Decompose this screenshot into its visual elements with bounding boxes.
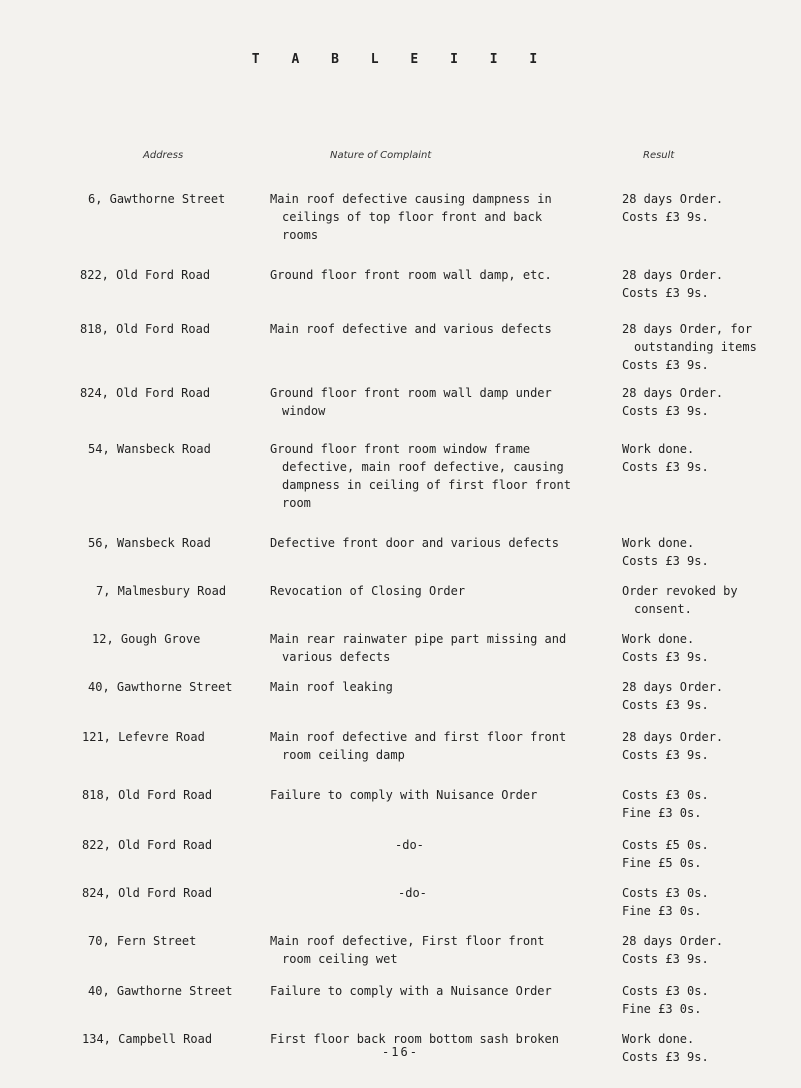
result-cell: 28 days Order. Costs £3 9s.: [622, 730, 724, 762]
address-cell: 824, Old Ford Road: [80, 386, 211, 400]
complaint-cell: Main rear rainwater pipe part missing and various defects: [270, 632, 567, 664]
address-cell: 121, Lefevre Road: [82, 730, 205, 744]
complaint-cell: Ground floor front room wall damp under window: [270, 386, 552, 418]
result-cell: 28 days Order. Costs £3 9s.: [622, 268, 724, 300]
result-cell: Work done. Costs £3 9s.: [622, 1032, 709, 1064]
table-row: [0, 190, 801, 266]
complaints-table: [0, 190, 801, 1078]
complaint-cell: Main roof defective and first floor front room ceiling damp: [270, 730, 567, 762]
complaint-cell: Defective front door and various defects: [270, 536, 559, 550]
complaint-cell: Failure to comply with Nuisance Order: [270, 788, 538, 802]
complaint-cell: Main roof defective causing dampness in ceilings of top floor front and back rooms: [270, 192, 552, 242]
table-row: [0, 836, 801, 884]
complaint-cell: Main roof defective and various defects: [270, 322, 552, 336]
result-cell: 28 days Order. Costs £3 9s.: [622, 934, 724, 966]
result-cell: 28 days Order. Costs £3 9s.: [622, 386, 724, 418]
column-header-address: Address: [143, 150, 184, 161]
table-row: [0, 266, 801, 320]
result-cell: Costs £3 0s. Fine £3 0s.: [622, 984, 709, 1016]
complaint-cell: Ground floor front room wall damp, etc.: [270, 268, 552, 282]
address-cell: 40, Gawthorne Street: [88, 984, 233, 998]
address-cell: 818, Old Ford Road: [82, 788, 213, 802]
result-cell: 28 days Order. Costs £3 9s.: [622, 680, 724, 712]
table-row: [0, 440, 801, 534]
result-cell: Order revoked by consent.: [622, 584, 738, 616]
complaint-cell: Revocation of Closing Order: [270, 584, 466, 598]
address-cell: 822, Old Ford Road: [80, 268, 211, 282]
table-title: T A B L E I I I: [251, 52, 550, 67]
address-cell: 70, Fern Street: [88, 934, 197, 948]
complaint-cell: Main roof leaking: [270, 680, 393, 694]
address-cell: 12, Gough Grove: [92, 632, 201, 646]
address-cell: 824, Old Ford Road: [82, 886, 213, 900]
result-cell: 28 days Order. Costs £3 9s.: [622, 192, 724, 224]
result-cell: 28 days Order, for outstanding items Costs £3 9s.: [622, 322, 757, 372]
table-row: [0, 678, 801, 728]
page-number: -16-: [382, 1045, 419, 1059]
complaint-cell: First floor back room bottom sash broken: [270, 1032, 559, 1046]
result-cell: Costs £5 0s. Fine £5 0s.: [622, 838, 709, 870]
complaint-cell: Ground floor front room window frame defective, main roof defective, causing dampness in ceiling of first floor front room: [270, 442, 571, 510]
table-row: [0, 786, 801, 836]
table-row: [0, 884, 801, 932]
result-cell: Costs £3 0s. Fine £3 0s.: [622, 886, 709, 918]
column-header-nature: Nature of Complaint: [330, 150, 432, 161]
complaint-cell: -do-: [398, 886, 427, 900]
table-row: [0, 630, 801, 678]
address-cell: 7, Malmesbury Road: [96, 584, 227, 598]
address-cell: 818, Old Ford Road: [80, 322, 211, 336]
table-row: [0, 982, 801, 1030]
column-header-result: Result: [643, 150, 675, 161]
table-row: [0, 582, 801, 630]
address-cell: 54, Wansbeck Road: [88, 442, 211, 456]
address-cell: 134, Campbell Road: [82, 1032, 213, 1046]
result-cell: Costs £3 0s. Fine £3 0s.: [622, 788, 709, 820]
address-cell: 56, Wansbeck Road: [88, 536, 211, 550]
result-cell: Work done. Costs £3 9s.: [622, 442, 709, 474]
result-cell: Work done. Costs £3 9s.: [622, 536, 709, 568]
complaint-cell: Main roof defective, First floor front room ceiling wet: [270, 934, 545, 966]
address-cell: 6, Gawthorne Street: [88, 192, 226, 206]
table-row: [0, 728, 801, 786]
table-row: [0, 384, 801, 440]
address-cell: 40, Gawthorne Street: [88, 680, 233, 694]
table-row: [0, 534, 801, 582]
table-row: [0, 932, 801, 982]
address-cell: 822, Old Ford Road: [82, 838, 213, 852]
table-row: [0, 320, 801, 384]
result-cell: Work done. Costs £3 9s.: [622, 632, 709, 664]
complaint-cell: -do-: [395, 838, 424, 852]
complaint-cell: Failure to comply with a Nuisance Order: [270, 984, 552, 998]
